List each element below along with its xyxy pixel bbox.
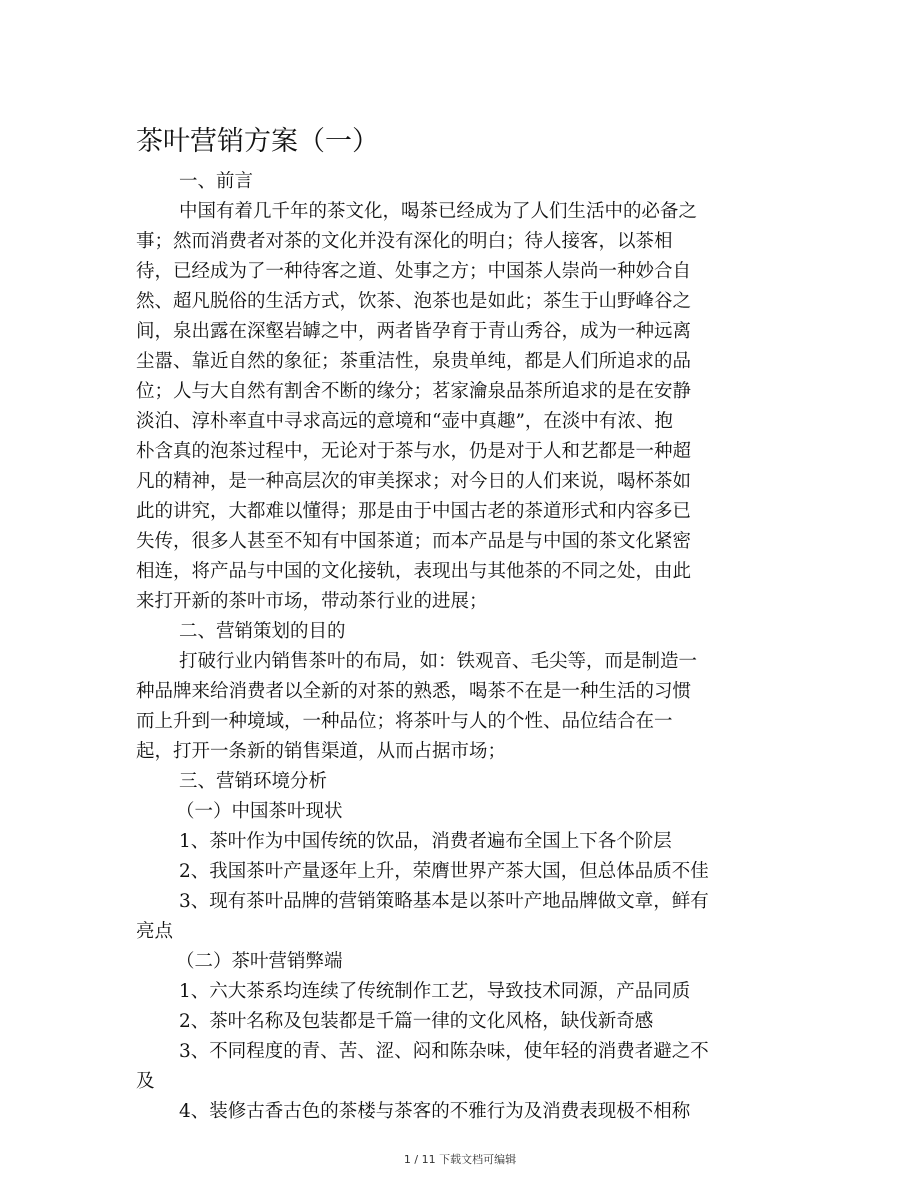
text-line: 待，已经成为了一种待客之道、处事之方；中国茶人崇尚一种妙合自 — [136, 261, 692, 282]
text-line: 亮点 — [136, 921, 174, 942]
text-line: 此的讲究，大都难以懂得；那是由于中国古老的茶道形式和内容多已 — [136, 501, 692, 522]
page-title: 茶叶营销方案（一） — [136, 126, 379, 157]
text-line: 事；然而消费者对茶的文化并没有深化的明白；待人接客，以茶相 — [136, 231, 673, 252]
text-line: 间，泉出露在深壑岩罅之中，两者皆孕育于青山秀谷，成为一种远离 — [136, 321, 692, 342]
text-line: 三、营销环境分析 — [179, 771, 328, 792]
text-line: 2、茶叶名称及包装都是千篇一律的文化风格，缺伐新奇感 — [179, 1011, 654, 1032]
text-line: （二）茶叶营销弊端 — [176, 951, 343, 972]
page-footer: 1 / 11 下载文档可编辑 — [403, 1153, 517, 1166]
text-line: 而上升到一种境域，一种品位；将茶叶与人的个性、品位结合在一 — [136, 711, 673, 732]
text-line: 3、不同程度的青、苦、涩、闷和陈杂味，使年轻的消费者避之不 — [179, 1041, 709, 1062]
text-line: 尘嚣、靠近自然的象征；茶重洁性，泉贵单纯，都是人们所追求的品 — [136, 351, 692, 372]
text-line: 中国有着几千年的茶文化，喝茶已经成为了人们生活中的必备之 — [179, 201, 698, 222]
text-line: 及 — [136, 1071, 155, 1092]
document-body — [136, 167, 746, 1127]
text-line: 二、营销策划的目的 — [179, 621, 346, 642]
text-line: 淡泊、淳朴率直中寻求高远的意境和“壶中真趣”，在淡中有浓、抱 — [136, 411, 673, 432]
text-line: 凡的精神，是一种高层次的审美探求；对今日的人们来说，喝杯茶如 — [136, 471, 692, 492]
text-line: 然、超凡脱俗的生活方式，饮茶、泡茶也是如此；茶生于山野峰谷之 — [136, 291, 692, 312]
text-line: 相连，将产品与中国的文化接轨，表现出与其他茶的不同之处，由此 — [136, 561, 692, 582]
text-line: 朴含真的泡茶过程中，无论对于茶与水，仍是对于人和艺都是一种超 — [136, 441, 692, 462]
text-line: 3、现有茶叶品牌的营销策略基本是以茶叶产地品牌做文章，鲜有 — [179, 891, 709, 912]
text-line: 种品牌来给消费者以全新的对茶的熟悉，喝茶不在是一种生活的习惯 — [136, 681, 692, 702]
text-line: （一）中国茶叶现状 — [176, 801, 343, 822]
text-line: 1、茶叶作为中国传统的饮品，消费者遍布全国上下各个阶层 — [179, 831, 672, 852]
text-line: 一、前言 — [179, 171, 254, 192]
text-line: 来打开新的茶叶市场，带动茶行业的进展； — [136, 591, 488, 612]
text-line: 打破行业内销售茶叶的布局，如：铁观音、毛尖等，而是制造一 — [179, 651, 698, 672]
text-line: 失传，很多人甚至不知有中国茶道；而本产品是与中国的茶文化紧密 — [136, 531, 692, 552]
text-line: 4、装修古香古色的茶楼与茶客的不雅行为及消费表现极不相称 — [179, 1101, 691, 1122]
text-line: 起，打开一条新的销售渠道，从而占据市场； — [136, 741, 507, 762]
text-line: 1、六大茶系均连续了传统制作工艺，导致技术同源，产品同质 — [179, 981, 691, 1002]
text-line: 位；人与大自然有割舍不断的缘分；茗家瀹泉品茶所追求的是在安静 — [136, 381, 692, 402]
text-line: 2、我国茶叶产量逐年上升，荣膺世界产茶大国，但总体品质不佳 — [179, 861, 709, 882]
